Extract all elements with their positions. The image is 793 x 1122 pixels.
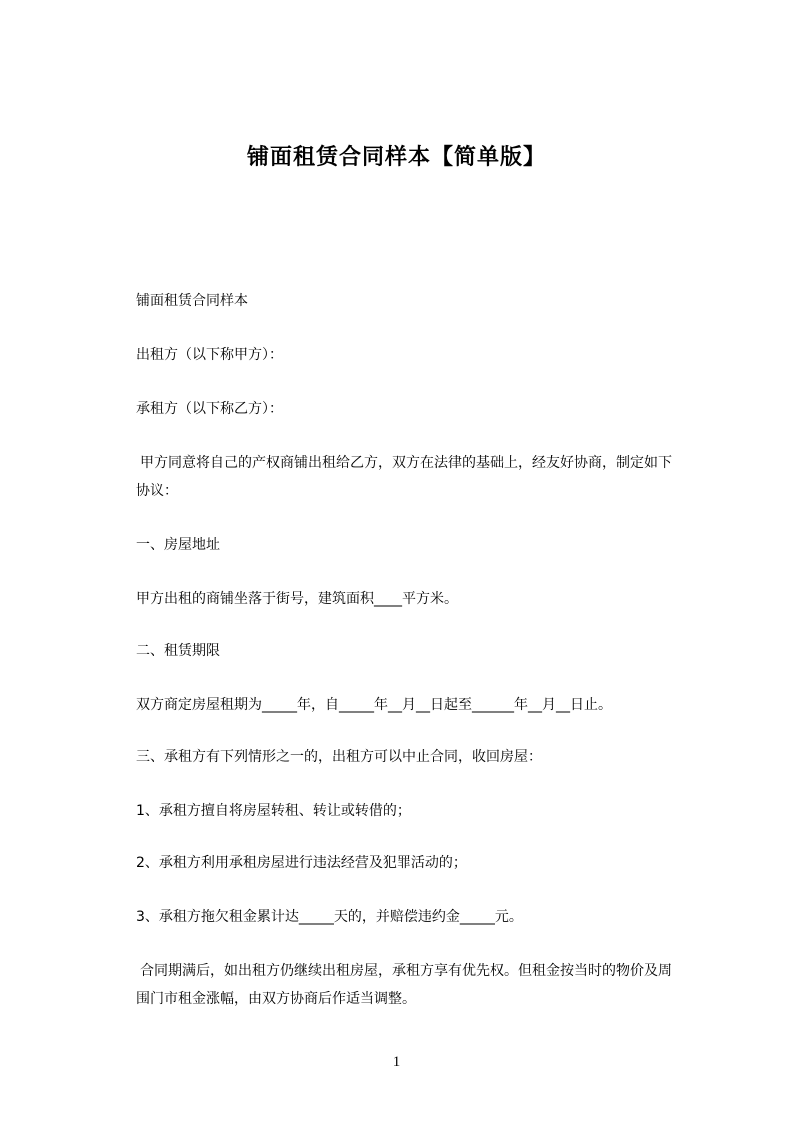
section-heading-term: 二、租赁期限 bbox=[136, 643, 220, 659]
paragraph-agreement-intro: 甲方同意将自己的产权商铺出租给乙方，双方在法律的基础上，经友好协商，制定如下协议： bbox=[136, 455, 672, 499]
paragraph-renewal: 合同期满后，如出租方仍继续出租房屋，承租方享有优先权。但租金按当时的物价及周围门市租金涨幅，由双方协商后作适当调整。 bbox=[136, 963, 672, 1007]
paragraph-term: 双方商定房屋租期为_____年，自_____年__月__日起至______年__月__日止。 bbox=[136, 697, 612, 713]
paragraph-lessee: 承租方（以下称乙方）： bbox=[136, 401, 283, 417]
list-item-sublet: 1、承租方擅自将房屋转租、转让或转借的； bbox=[136, 803, 411, 819]
paragraph-lessor: 出租方（以下称甲方）： bbox=[136, 347, 283, 363]
list-item-illegal-use: 2、承租方利用承租房屋进行违法经营及犯罪活动的； bbox=[136, 855, 467, 871]
section-heading-address: 一、房屋地址 bbox=[136, 537, 220, 553]
section-heading-termination: 三、承租方有下列情形之一的，出租方可以中止合同，收回房屋： bbox=[136, 749, 542, 765]
paragraph-address: 甲方出租的商铺坐落于街号，建筑面积____平方米。 bbox=[136, 591, 458, 607]
page-number: 1 bbox=[392, 1054, 401, 1070]
paragraph-contract-name: 铺面租赁合同样本 bbox=[136, 293, 248, 309]
list-item-arrears: 3、承租方拖欠租金累计达_____天的，并赔偿违约金_____元。 bbox=[136, 909, 523, 925]
document-title: 铺面租赁合同样本【简单版】 bbox=[246, 145, 546, 170]
